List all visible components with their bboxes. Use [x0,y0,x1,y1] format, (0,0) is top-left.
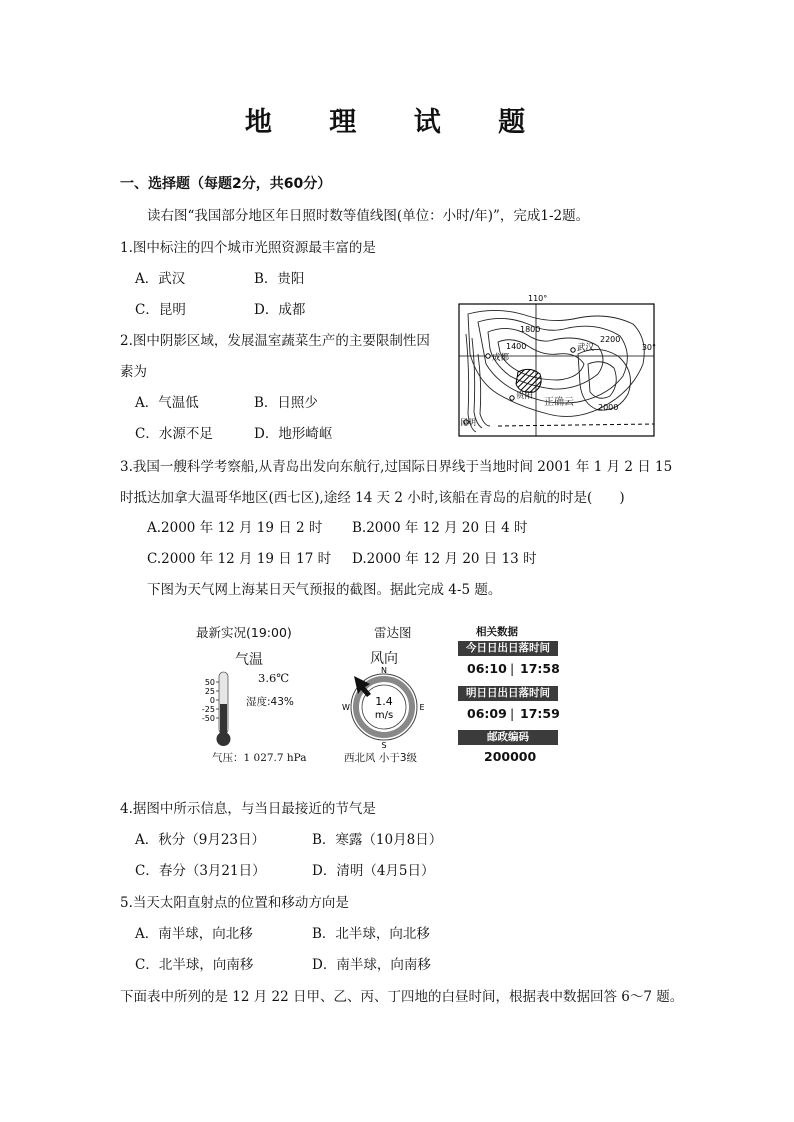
thermometer-bulb [217,732,231,746]
q3-stem-line1: 3.我国一艘科学考察船,从青岛出发向东航行,过国际日界线于当地时间 2001 年 1 月 2 日 15 [120,459,673,475]
q2-stem-line1: 2.图中阴影区域，发展温室蔬菜生产的主要限制性因 [120,333,430,349]
compass-s: S [381,741,387,750]
q3-option-c: C.2000 年 12 月 19 日 17 时 [147,551,332,567]
city-label-kunming: 昆明 [460,418,476,427]
q2-option-a: A．气温低 [135,395,199,411]
today-sunset: 17:58 [520,661,560,676]
map-latitude-label: 30° [641,343,656,352]
radar-title: 雷达图 [374,625,412,640]
q3-option-a: A.2000 年 12 月 19 日 2 时 [147,520,323,536]
q4-option-d: D．清明（4月5日） [312,863,435,879]
thermometer [196,670,240,750]
data-title: 相关数据 [476,626,518,638]
scale-tick: -50 [201,714,215,723]
separator: | [510,706,515,721]
contour-label: 2000 [598,403,619,412]
tomorrow-sunset: 17:59 [520,706,560,721]
sunshine-contour-map [458,294,656,438]
wind-speed: 1.4 [375,695,393,708]
q5-stem: 5.当天太阳直射点的位置和移动方向是 [120,895,349,911]
city-dot [486,354,490,358]
compass-w: W [342,703,350,712]
intro-weather-text: 下图为天气网上海某日天气预报的截图。据此完成 4-5 题。 [147,582,502,598]
q3-option-d: D.2000 年 12 月 20 日 13 时 [352,551,537,567]
q3-option-b: B.2000 年 12 月 20 日 4 时 [352,520,528,536]
city-dot [571,348,575,352]
city-label-guiyang: 贵阳 [516,391,534,401]
q2-option-c: C．水源不足 [135,426,213,442]
q1-option-c: C．昆明 [135,302,186,318]
postal-bar: 邮政编码 [458,730,558,745]
q1-option-a: A．武汉 [135,271,186,287]
q5-option-d: D．南半球，向南移 [312,957,431,973]
map-frame [459,304,654,436]
tomorrow-sun-bar: 明日日出日落时间 [458,686,558,701]
wind-label: 风向 [370,651,398,667]
contour-label: 2200 [600,335,621,344]
humidity-value: 湿度:43% [246,696,294,708]
q1-option-b: B．贵阳 [254,271,305,287]
scale-tick: 25 [204,687,215,696]
wind-description: 西北风 小于3级 [344,752,418,764]
intro-map-text: 读右图“我国部分地区年日照时数等值线图(单位：小时/年)”，完成1-2题。 [147,208,590,224]
q4-option-b: B．寒露（10月8日） [312,832,443,848]
intro-table-text: 下面表中所列的是 12 月 22 日甲、乙、丙、丁四地的白昼时间，根据表中数据回答 6～7 题。 [120,989,684,1005]
q2-stem-line2: 素为 [120,364,147,380]
q4-stem: 4.据图中所示信息，与当日最接近的节气是 [120,801,376,817]
thermometer-fill [220,704,227,736]
compass-n: N [381,666,387,675]
city-label-wuhan: 武汉 [577,343,595,353]
today-sun-bar: 今日日出日落时间 [458,641,558,656]
q5-option-b: B．北半球，向北移 [312,926,430,942]
pressure-value: 气压：1 027.7 hPa [212,752,307,764]
contour-label: 1400 [506,342,527,351]
q1-stem: 1.图中标注的四个城市光照资源最丰富的是 [120,240,376,256]
wind-unit: m/s [374,710,394,721]
q4-option-c: C．春分（3月21日） [135,863,266,879]
scale-tick: 0 [209,696,215,705]
tomorrow-sunrise: 06:09 [467,706,507,721]
q4-option-a: A．秋分（9月23日） [135,832,266,848]
compass-e: E [419,703,425,712]
temperature-value: 3.6℃ [258,671,290,685]
city-dot [510,396,514,400]
temperature-label: 气温 [235,652,263,668]
postal-code: 200000 [484,749,537,764]
section-heading: 一、选择题（每题2分，共60分） [120,176,332,192]
q3-stem-line2: 时抵达加拿大温哥华地区(西七区),途经 14 天 2 小时,该船在青岛的启航的时是( ) [120,490,625,506]
city-label-chengdu: 成都 [492,353,510,363]
live-title: 最新实况(19:00) [196,625,292,640]
today-sunrise: 06:10 [467,661,507,676]
scale-tick: -25 [201,705,215,714]
shaded-region [516,369,541,392]
q2-option-d: D．地形崎岖 [254,426,333,442]
q5-option-c: C．北半球，向南移 [135,957,254,973]
page-title: 地 理 试 题 [244,107,550,138]
wind-compass [340,664,434,750]
q1-option-d: D．成都 [254,302,306,318]
q5-option-a: A．南半球，向北移 [135,926,253,942]
separator: | [510,661,515,676]
scale-tick: 50 [204,678,215,687]
watermark-text: 正确云 [544,397,574,408]
q2-option-b: B．日照少 [254,395,318,411]
map-longitude-label: 110° [528,294,548,303]
contour-label: 1800 [520,325,541,334]
